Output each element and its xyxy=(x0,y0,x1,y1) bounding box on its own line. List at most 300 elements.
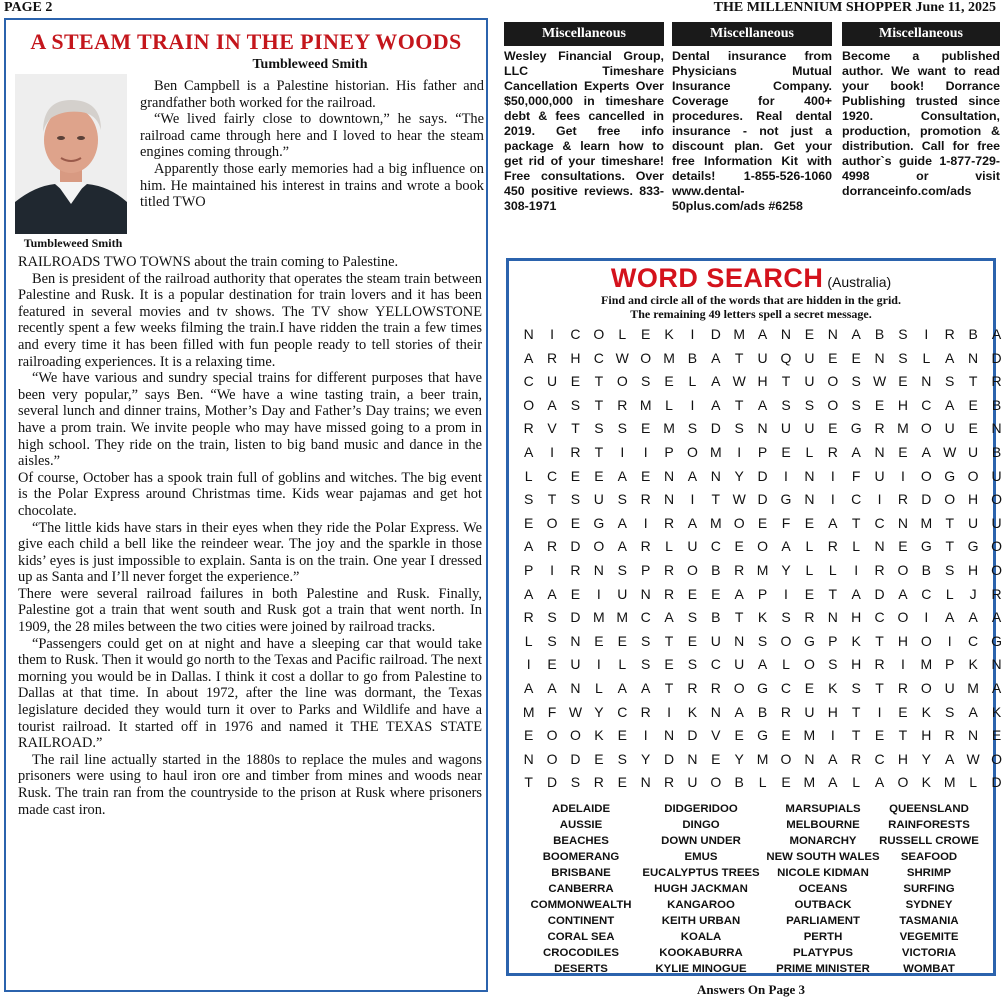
grid-letter[interactable]: E xyxy=(757,514,768,531)
grid-letter[interactable]: J xyxy=(969,585,977,602)
grid-letter[interactable]: A xyxy=(757,326,768,342)
grid-letter[interactable]: S xyxy=(547,632,557,649)
grid-letter[interactable]: L xyxy=(782,656,790,673)
grid-letter[interactable]: E xyxy=(968,420,978,437)
grid-letter[interactable]: T xyxy=(524,774,533,791)
grid-letter[interactable]: Y xyxy=(781,561,791,578)
grid-letter[interactable]: O xyxy=(897,774,909,791)
grid-letter[interactable]: D xyxy=(710,420,721,437)
grid-letter[interactable]: C xyxy=(710,538,721,555)
grid-letter[interactable]: H xyxy=(968,561,979,578)
grid-letter[interactable]: E xyxy=(828,420,838,437)
grid-letter[interactable]: I xyxy=(690,396,695,413)
grid-letter[interactable]: W xyxy=(872,373,887,390)
grid-letter[interactable]: E xyxy=(594,467,604,484)
grid-letter[interactable]: N xyxy=(991,656,1002,673)
grid-letter[interactable]: R xyxy=(640,491,651,508)
grid-letter[interactable]: M xyxy=(593,609,605,626)
grid-letter[interactable]: P xyxy=(945,656,955,673)
grid-letter[interactable]: Y xyxy=(594,703,604,720)
grid-letter[interactable]: E xyxy=(898,703,908,720)
grid-letter[interactable]: G xyxy=(944,467,956,484)
grid-letter[interactable]: N xyxy=(710,703,721,720)
grid-letter[interactable]: A xyxy=(991,609,1002,626)
grid-letter[interactable]: H xyxy=(570,349,581,366)
grid-letter[interactable]: R xyxy=(570,561,581,578)
grid-letter[interactable]: I xyxy=(877,491,882,508)
grid-letter[interactable]: S xyxy=(570,491,581,508)
grid-letter[interactable]: N xyxy=(804,491,815,508)
grid-letter[interactable]: T xyxy=(734,396,744,413)
grid-letter[interactable]: E xyxy=(687,632,698,649)
grid-letter[interactable]: O xyxy=(686,561,698,578)
grid-letter[interactable]: M xyxy=(897,420,909,437)
grid-letter[interactable]: N xyxy=(897,514,908,531)
grid-letter[interactable]: U xyxy=(804,349,815,366)
grid-letter[interactable]: M xyxy=(709,443,722,460)
grid-letter[interactable]: R xyxy=(827,538,838,555)
grid-letter[interactable]: U xyxy=(991,514,1002,531)
grid-letter[interactable]: L xyxy=(665,396,673,413)
grid-letter[interactable]: O xyxy=(920,632,932,649)
grid-letter[interactable]: A xyxy=(617,679,627,696)
grid-letter[interactable]: U xyxy=(968,443,979,460)
grid-letter[interactable]: L xyxy=(969,774,978,791)
grid-letter[interactable]: Y xyxy=(640,750,651,767)
grid-letter[interactable]: M xyxy=(663,420,675,437)
grid-letter[interactable]: R xyxy=(734,561,745,578)
grid-letter[interactable]: T xyxy=(851,703,861,720)
grid-letter[interactable]: I xyxy=(924,609,929,626)
grid-letter[interactable]: I xyxy=(784,585,788,602)
grid-letter[interactable]: I xyxy=(550,561,555,578)
grid-letter[interactable]: K xyxy=(828,679,838,696)
grid-letter[interactable]: O xyxy=(546,750,558,767)
grid-letter[interactable]: U xyxy=(874,467,885,484)
grid-letter[interactable]: E xyxy=(640,467,651,484)
grid-letter[interactable]: Y xyxy=(921,750,931,767)
grid-letter[interactable]: N xyxy=(874,349,885,366)
grid-letter[interactable]: C xyxy=(851,491,862,508)
grid-letter[interactable]: W xyxy=(568,703,583,720)
grid-letter[interactable]: I xyxy=(901,656,905,673)
grid-letter[interactable]: I xyxy=(947,632,952,649)
grid-letter[interactable]: S xyxy=(781,396,791,413)
grid-letter[interactable]: M xyxy=(803,727,816,744)
grid-letter[interactable]: A xyxy=(828,774,838,791)
grid-letter[interactable]: K xyxy=(991,703,1002,720)
grid-letter[interactable]: I xyxy=(830,727,835,744)
grid-letter[interactable]: O xyxy=(733,514,745,531)
grid-letter[interactable]: I xyxy=(690,326,695,342)
grid-letter[interactable]: N xyxy=(968,727,979,744)
grid-letter[interactable]: N xyxy=(968,349,979,366)
grid-letter[interactable]: M xyxy=(943,774,956,791)
grid-letter[interactable]: N xyxy=(874,443,885,460)
grid-letter[interactable]: A xyxy=(945,609,955,626)
grid-letter[interactable]: L xyxy=(828,561,837,578)
grid-letter[interactable]: I xyxy=(643,514,648,531)
grid-letter[interactable]: C xyxy=(640,609,651,626)
grid-letter[interactable]: E xyxy=(524,514,534,531)
grid-letter[interactable]: O xyxy=(570,727,581,744)
grid-letter[interactable]: L xyxy=(758,774,767,791)
grid-letter[interactable]: I xyxy=(550,443,555,460)
grid-letter[interactable]: R xyxy=(640,538,651,555)
grid-letter[interactable]: N xyxy=(804,750,815,767)
grid-letter[interactable]: M xyxy=(803,774,816,791)
grid-letter[interactable]: M xyxy=(920,514,933,531)
grid-letter[interactable]: O xyxy=(991,538,1002,555)
grid-letter[interactable]: A xyxy=(617,538,627,555)
grid-letter[interactable]: O xyxy=(757,538,769,555)
grid-letter[interactable]: T xyxy=(547,491,557,508)
grid-letter[interactable]: W xyxy=(732,491,746,508)
grid-letter[interactable]: E xyxy=(711,585,721,602)
grid-letter[interactable]: R xyxy=(640,703,651,720)
grid-letter[interactable]: R xyxy=(547,538,558,555)
grid-letter[interactable]: I xyxy=(643,727,648,744)
grid-letter[interactable]: S xyxy=(734,420,744,437)
grid-letter[interactable]: T xyxy=(594,443,604,460)
grid-letter[interactable]: A xyxy=(991,326,1002,342)
grid-letter[interactable]: O xyxy=(991,750,1002,767)
grid-letter[interactable]: U xyxy=(547,373,558,390)
grid-letter[interactable]: U xyxy=(804,703,815,720)
grid-letter[interactable]: E xyxy=(640,326,651,342)
grid-letter[interactable]: L xyxy=(852,774,861,791)
grid-letter[interactable]: O xyxy=(944,491,956,508)
grid-letter[interactable]: S xyxy=(851,373,861,390)
grid-letter[interactable]: S xyxy=(898,326,908,342)
grid-letter[interactable]: S xyxy=(524,491,534,508)
grid-letter[interactable]: S xyxy=(547,609,557,626)
grid-letter[interactable]: T xyxy=(851,727,861,744)
grid-letter[interactable]: E xyxy=(570,514,581,531)
grid-letter[interactable]: O xyxy=(803,656,815,673)
grid-letter[interactable]: O xyxy=(827,396,839,413)
grid-letter[interactable]: I xyxy=(526,656,531,673)
grid-letter[interactable]: S xyxy=(851,396,861,413)
grid-letter[interactable]: O xyxy=(920,679,932,696)
grid-letter[interactable]: N xyxy=(827,609,838,626)
grid-letter[interactable]: L xyxy=(805,538,814,555)
grid-letter[interactable]: L xyxy=(618,656,627,673)
grid-letter[interactable]: N xyxy=(523,750,534,767)
grid-letter[interactable]: A xyxy=(664,609,674,626)
grid-letter[interactable]: O xyxy=(897,561,909,578)
grid-letter[interactable]: A xyxy=(757,396,768,413)
grid-letter[interactable]: E xyxy=(804,514,815,531)
grid-letter[interactable]: T xyxy=(571,420,580,437)
grid-letter[interactable]: N xyxy=(663,727,675,744)
grid-letter[interactable]: E xyxy=(570,467,581,484)
grid-letter[interactable]: S xyxy=(617,750,627,767)
grid-letter[interactable]: P xyxy=(757,585,768,602)
grid-letter[interactable]: T xyxy=(734,609,744,626)
grid-letter[interactable]: I xyxy=(784,467,788,484)
grid-letter[interactable]: C xyxy=(523,373,534,390)
grid-letter[interactable]: R xyxy=(874,656,885,673)
grid-letter[interactable]: R xyxy=(547,349,558,366)
grid-letter[interactable]: H xyxy=(921,727,932,744)
grid-letter[interactable]: W xyxy=(966,750,980,767)
grid-letter[interactable]: E xyxy=(617,727,627,744)
grid-letter[interactable]: N xyxy=(570,679,581,696)
grid-letter[interactable]: C xyxy=(570,326,581,342)
grid-letter[interactable]: U xyxy=(780,420,792,437)
grid-letter[interactable]: D xyxy=(547,774,558,791)
grid-letter[interactable]: E xyxy=(570,373,581,390)
grid-letter[interactable]: E xyxy=(851,349,861,366)
grid-letter[interactable]: K xyxy=(664,326,674,342)
grid-letter[interactable]: I xyxy=(737,443,742,460)
grid-letter[interactable]: S xyxy=(687,656,698,673)
grid-letter[interactable]: A xyxy=(851,585,861,602)
grid-letter[interactable]: E xyxy=(640,420,651,437)
grid-letter[interactable]: N xyxy=(991,420,1002,437)
grid-letter[interactable]: K xyxy=(851,632,861,649)
grid-letter[interactable]: S xyxy=(570,774,581,791)
grid-letter[interactable]: A xyxy=(524,585,534,602)
grid-letter[interactable]: S xyxy=(851,679,861,696)
grid-letter[interactable]: T xyxy=(828,585,838,602)
grid-letter[interactable]: H xyxy=(968,491,979,508)
grid-letter[interactable]: G xyxy=(991,632,1002,649)
grid-letter[interactable]: I xyxy=(690,491,695,508)
grid-letter[interactable]: I xyxy=(830,467,835,484)
grid-letter[interactable]: U xyxy=(944,420,955,437)
grid-letter[interactable]: I xyxy=(643,443,648,460)
grid-letter[interactable]: C xyxy=(547,467,558,484)
grid-letter[interactable]: N xyxy=(570,632,581,649)
grid-letter[interactable]: D xyxy=(991,349,1002,366)
grid-letter[interactable]: L xyxy=(805,443,814,460)
grid-letter[interactable]: E xyxy=(828,349,838,366)
grid-letter[interactable]: T xyxy=(875,679,884,696)
grid-letter[interactable]: R xyxy=(523,609,534,626)
grid-letter[interactable]: K xyxy=(968,656,978,673)
grid-letter[interactable]: F xyxy=(547,703,557,720)
grid-letter[interactable]: E xyxy=(594,632,604,649)
grid-letter[interactable]: O xyxy=(593,326,605,342)
grid-letter[interactable]: R xyxy=(897,491,908,508)
grid-letter[interactable]: A xyxy=(617,514,627,531)
grid-letter[interactable]: U xyxy=(734,656,745,673)
grid-letter[interactable]: I xyxy=(924,326,929,342)
grid-letter[interactable]: O xyxy=(710,774,722,791)
grid-letter[interactable]: I xyxy=(877,703,882,720)
grid-letter[interactable]: O xyxy=(523,396,535,413)
grid-letter[interactable]: R xyxy=(663,514,675,531)
grid-letter[interactable]: O xyxy=(546,514,558,531)
grid-letter[interactable]: O xyxy=(616,373,628,390)
grid-letter[interactable]: I xyxy=(854,561,859,578)
grid-letter[interactable]: E xyxy=(991,727,1002,744)
grid-letter[interactable]: Y xyxy=(734,750,744,767)
grid-letter[interactable]: R xyxy=(944,727,955,744)
grid-letter[interactable]: E xyxy=(781,727,791,744)
grid-letter[interactable]: H xyxy=(897,396,908,413)
grid-letter[interactable]: E xyxy=(898,373,908,390)
grid-letter[interactable]: C xyxy=(921,396,932,413)
grid-letter[interactable]: O xyxy=(780,750,792,767)
grid-letter[interactable]: O xyxy=(920,467,932,484)
grid-letter[interactable]: S xyxy=(757,632,768,649)
grid-letter[interactable]: O xyxy=(827,373,839,390)
grid-letter[interactable]: R xyxy=(663,561,675,578)
grid-letter[interactable]: E xyxy=(781,774,791,791)
grid-letter[interactable]: E xyxy=(617,632,627,649)
grid-letter[interactable]: U xyxy=(687,538,698,555)
grid-letter[interactable]: S xyxy=(640,632,651,649)
grid-letter[interactable]: K xyxy=(687,703,698,720)
grid-letter[interactable]: L xyxy=(945,585,954,602)
grid-letter[interactable]: A xyxy=(711,373,721,390)
grid-letter[interactable]: U xyxy=(593,491,604,508)
grid-letter[interactable]: N xyxy=(780,326,792,342)
grid-letter[interactable]: O xyxy=(897,609,909,626)
grid-letter[interactable]: H xyxy=(757,373,768,390)
grid-letter[interactable]: T xyxy=(968,373,978,390)
grid-letter[interactable]: A xyxy=(851,443,861,460)
grid-letter[interactable]: G xyxy=(850,420,862,437)
grid-letter[interactable]: Q xyxy=(780,349,792,366)
grid-letter[interactable]: L xyxy=(524,467,533,484)
grid-letter[interactable]: A xyxy=(687,514,698,531)
grid-letter[interactable]: R xyxy=(944,326,955,342)
grid-letter[interactable]: D xyxy=(570,609,581,626)
grid-letter[interactable]: D xyxy=(663,750,675,767)
grid-letter[interactable]: T xyxy=(945,514,954,531)
grid-letter[interactable]: L xyxy=(524,632,533,649)
grid-letter[interactable]: R xyxy=(804,609,815,626)
grid-letter[interactable]: A xyxy=(524,538,534,555)
grid-letter[interactable]: E xyxy=(734,538,744,555)
grid-letter[interactable]: I xyxy=(667,703,671,720)
grid-letter[interactable]: R xyxy=(991,585,1002,602)
grid-letter[interactable]: C xyxy=(921,585,932,602)
grid-letter[interactable]: E xyxy=(547,656,557,673)
grid-letter[interactable]: P xyxy=(640,561,651,578)
grid-letter[interactable]: S xyxy=(945,373,955,390)
grid-letter[interactable]: A xyxy=(617,467,627,484)
grid-letter[interactable]: G xyxy=(593,514,605,531)
grid-letter[interactable]: O xyxy=(733,679,745,696)
grid-letter[interactable]: K xyxy=(921,703,931,720)
grid-letter[interactable]: U xyxy=(968,514,979,531)
grid-letter[interactable]: S xyxy=(687,609,698,626)
grid-letter[interactable]: I xyxy=(620,443,625,460)
grid-letter[interactable]: E xyxy=(898,538,908,555)
grid-letter[interactable]: U xyxy=(944,679,955,696)
grid-letter[interactable]: D xyxy=(921,491,932,508)
grid-letter[interactable]: N xyxy=(757,420,768,437)
grid-letter[interactable]: R xyxy=(663,585,675,602)
grid-letter[interactable]: R xyxy=(710,679,721,696)
grid-letter[interactable]: U xyxy=(617,585,628,602)
grid-letter[interactable]: O xyxy=(991,561,1002,578)
grid-letter[interactable]: E xyxy=(781,443,791,460)
grid-letter[interactable]: S xyxy=(617,420,627,437)
grid-letter[interactable]: E xyxy=(664,656,674,673)
grid-letter[interactable]: S xyxy=(781,609,791,626)
grid-letter[interactable]: C xyxy=(710,656,721,673)
grid-letter[interactable]: A xyxy=(687,467,698,484)
grid-letter[interactable]: E xyxy=(664,373,674,390)
grid-letter[interactable]: R xyxy=(570,443,581,460)
grid-letter[interactable]: T xyxy=(711,491,721,508)
grid-letter[interactable]: A xyxy=(968,703,978,720)
grid-letter[interactable]: A xyxy=(640,679,651,696)
grid-letter[interactable]: R xyxy=(593,774,604,791)
grid-letter[interactable]: H xyxy=(827,703,838,720)
grid-letter[interactable]: C xyxy=(968,632,979,649)
grid-letter[interactable]: P xyxy=(828,632,838,649)
grid-letter[interactable]: M xyxy=(709,514,722,531)
grid-letter[interactable]: A xyxy=(711,349,721,366)
grid-letter[interactable]: M xyxy=(967,679,979,696)
grid-letter[interactable]: G xyxy=(803,632,815,649)
grid-letter[interactable]: U xyxy=(570,656,581,673)
grid-letter[interactable]: D xyxy=(710,326,721,342)
grid-letter[interactable]: R xyxy=(827,443,838,460)
grid-letter[interactable]: S xyxy=(687,420,698,437)
grid-letter[interactable]: D xyxy=(687,727,698,744)
grid-letter[interactable]: T xyxy=(945,538,954,555)
grid-letter[interactable]: R xyxy=(617,396,628,413)
grid-letter[interactable]: S xyxy=(570,396,581,413)
grid-letter[interactable]: B xyxy=(711,561,721,578)
grid-letter[interactable]: L xyxy=(922,349,931,366)
grid-letter[interactable]: O xyxy=(967,467,979,484)
grid-letter[interactable]: H xyxy=(851,609,862,626)
grid-letter[interactable]: N xyxy=(734,632,745,649)
grid-letter[interactable]: E xyxy=(874,727,885,744)
grid-letter[interactable]: C xyxy=(617,703,628,720)
grid-letter[interactable]: E xyxy=(804,585,815,602)
grid-letter[interactable]: C xyxy=(874,514,885,531)
grid-letter[interactable]: E xyxy=(711,750,721,767)
grid-letter[interactable]: N xyxy=(663,467,675,484)
grid-letter[interactable]: B xyxy=(874,326,885,342)
grid-letter[interactable]: B xyxy=(687,349,698,366)
grid-letter[interactable]: O xyxy=(686,443,698,460)
grid-letter[interactable]: S xyxy=(898,349,908,366)
grid-letter[interactable]: P xyxy=(757,443,768,460)
grid-letter[interactable]: C xyxy=(874,609,885,626)
grid-letter[interactable]: M xyxy=(920,656,933,673)
grid-letter[interactable]: A xyxy=(945,349,955,366)
grid-letter[interactable]: R xyxy=(874,420,885,437)
grid-letter[interactable]: R xyxy=(663,774,675,791)
grid-letter[interactable]: M xyxy=(616,609,629,626)
grid-letter[interactable]: N xyxy=(921,373,932,390)
grid-letter[interactable]: D xyxy=(570,750,581,767)
grid-letter[interactable]: P xyxy=(524,561,534,578)
grid-letter[interactable]: E xyxy=(804,679,815,696)
grid-letter[interactable]: O xyxy=(640,349,652,366)
grid-letter[interactable]: D xyxy=(874,585,885,602)
grid-letter[interactable]: N xyxy=(640,774,651,791)
grid-letter[interactable]: U xyxy=(757,349,768,366)
grid-letter[interactable]: A xyxy=(547,396,557,413)
grid-letter[interactable]: S xyxy=(594,420,604,437)
grid-letter[interactable]: I xyxy=(596,585,601,602)
grid-letter[interactable]: S xyxy=(945,703,955,720)
grid-letter[interactable]: D xyxy=(991,774,1002,791)
grid-letter[interactable]: N xyxy=(710,467,721,484)
